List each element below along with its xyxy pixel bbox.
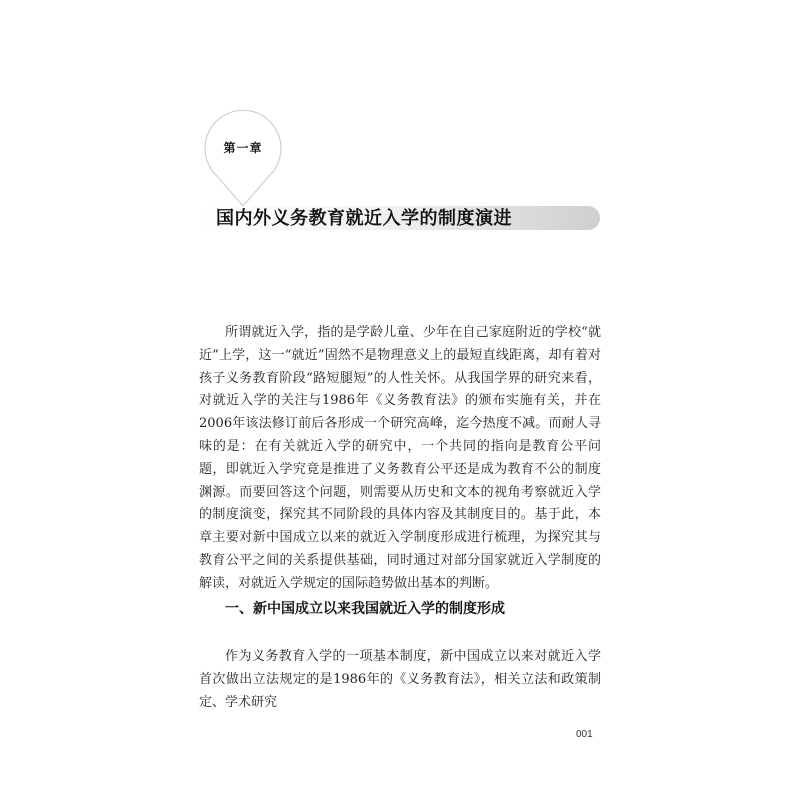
chapter-marker <box>199 110 287 208</box>
location-pin-icon <box>199 110 287 208</box>
section-heading: 一、新中国成立以来我国就近入学的制度形成 <box>225 601 505 617</box>
chapter-title: 国内外义务教育就近入学的制度演进 <box>216 208 512 229</box>
paragraph-section-1: 作为义务教育入学的一项基本制度，新中国成立以来对就近入学首次做出立法规定的是1986年的《义务教育法》，相关立法和政策制定、学术研究 <box>199 649 601 710</box>
page-number: 001 <box>576 729 593 740</box>
paragraph-intro: 所谓就近入学，指的是学龄儿童、少年在自己家庭附近的学校“就近”上学，这一“就近”固然不是物理意义上的最短直线距离，却有着对孩子义务教育阶段“路短腿短”的人性关怀。从我国学界的研究来看，对就近入学的关注与1986年《义务教育法》的颁布实施有关，并在2006年该法修订前后各形成一个研究高峰，迄今热度不减。而耐人寻味的是：在有关就近入学的研究中，一个共同的指向是教育公平问题，即就近入学究竟是推进了义务教育公平还是成为教育不公的制度渊源。而要回答这个问题，则需要从历史和文本的视角考察就近入学的制度演变，探究其不同阶段的具体内容及其制度目的。基于此，本章主要对新中国成立以来的就近入学制度形成进行梳理，为探究其与教育公平之间的关系提供基础，同时通过对部分国家就近入学制度的解读，对就近入学规定的国际趋势做出基本的判断。 <box>199 325 601 591</box>
chapter-label: 第一章 <box>223 141 263 155</box>
